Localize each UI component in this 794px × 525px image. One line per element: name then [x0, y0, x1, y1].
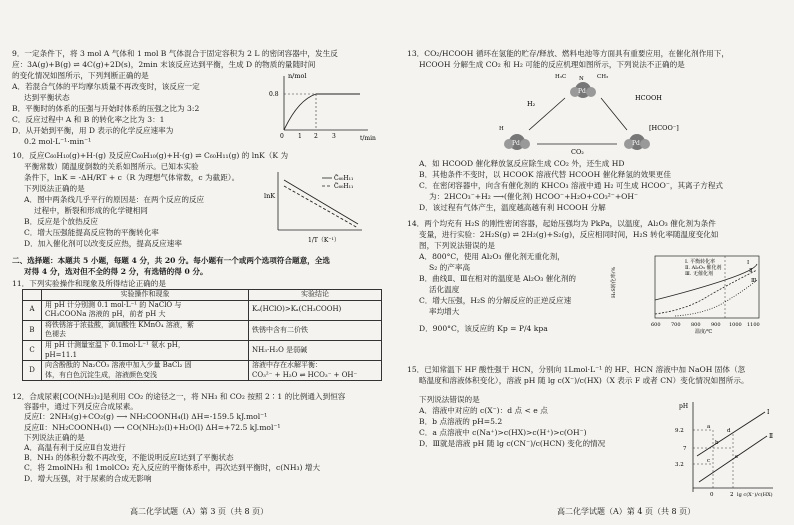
svg-text:CH₃: CH₃: [597, 74, 609, 80]
question-13: [407, 48, 729, 70]
q9-option: 达到平衡状态: [24, 93, 70, 102]
q15-series-label: Ⅱ: [769, 433, 774, 440]
q12-option: A．高温有利于反应Ⅱ自发进行: [24, 443, 126, 453]
question-13-options: [407, 158, 723, 213]
q14-legend: Ⅱ. Al₂O₃ 催化剂: [685, 265, 722, 271]
q14-option: D．900°C，该反应的 Kp = P/4 kpa: [419, 324, 548, 333]
table-header: 实验结论: [249, 290, 382, 301]
q10-option: 过程中，断裂和形成的化学键相同: [34, 206, 148, 215]
q10-option: B．反应是个放热反应: [24, 217, 98, 226]
section-2-header: 二、选择题：本题共 5 小题，每题 4 分，共 20 分。每小题有一个或两个选项符合题意，全选 对得 4 分，选对但不全的得 2 分，有选错的得 0 分。: [12, 256, 330, 276]
q9-stem-line: 的变化情况如图所示，下列判断正确的是: [12, 71, 149, 80]
q13-option: D．该过程有气体产生，温度越高越有利 HCOOH 分解: [419, 203, 606, 212]
q9-option: A．若混合气体的平均摩尔质量不再改变时，该反应一定: [12, 82, 200, 91]
q13-stem-line: 13．CO₂/HCOOH 循环在氢能的贮存/释放、燃料电池等方面具有重要应用，在催化剂作用下，: [407, 49, 729, 58]
hcooh-label: HCOOH: [635, 94, 662, 102]
q15-figure: [669, 398, 787, 500]
q9-xtick: 0: [280, 133, 284, 140]
q15-option: C．a 点溶液中 c(Na⁺)>c(HX)>c(H⁺)>c(OH⁻): [419, 428, 587, 437]
row-operation: 用 pH 计测量室温下 0.1mol·L⁻¹ 氨水 pH， pH=11.1: [42, 340, 249, 360]
table-row: [23, 361, 382, 381]
row-conclusion: Kₐ(HClO)>Kₐ(CH₃COOH): [249, 300, 382, 320]
q13-mechanism-diagram: [477, 72, 687, 156]
q9-xtick: 1: [298, 133, 302, 140]
q15-point-label: d: [727, 428, 731, 434]
pd-catalyst-right: [624, 134, 650, 150]
table-header: 实验操作和现象: [42, 290, 249, 301]
q12-line: 反应Ⅰ：2NH₃(g)+CO₂(g) ⟶ NH₂COONH₄(l) ΔH=-159.5 kJ.mol⁻¹: [24, 412, 268, 422]
svg-text:Pd: Pd: [578, 88, 586, 95]
q14-option: C．增大压强，H₂S 的分解反应的正逆反应速: [419, 296, 572, 305]
q14-stem-line: 图，下列说法错误的是: [419, 241, 495, 250]
row-label: D: [23, 361, 42, 381]
q13-option: B．其他条件不变时，以 HCOOK 溶液代替 HCOOH 催化释氢的效果更佳: [419, 170, 671, 179]
q13-stem-line: HCOOH 分解生成 CO₂ 和 H₂ 可能的反应机理如图所示，下列说法不正确的是: [419, 60, 685, 69]
q9-option: 0.2 mol·L⁻¹·min⁻¹: [24, 137, 92, 146]
row-conclusion: 铁锈中含有二价铁: [249, 320, 382, 340]
row-operation: 将铁锈溶于浓盐酸，滴加酸性 KMnO₄ 溶液，紫 色褪去: [42, 320, 249, 340]
q14-legend: Ⅰ. 平衡转化率: [685, 259, 716, 265]
q15-series-label: Ⅰ: [767, 409, 770, 416]
q10-option: C．增大压强能提高反应物的平衡转化率: [24, 228, 159, 237]
q12-line: 反应Ⅱ：NH₂COONH₄(l) ⟶ CO(NH₂)₂(l)+H₂O(l) ΔH=+72.5 kJ.mol⁻¹: [24, 422, 281, 432]
q9-xtick: 2: [314, 133, 318, 140]
q15-point-label: e: [735, 454, 739, 460]
q9-ylabel: n/mol: [288, 72, 307, 80]
q14-xtick: 700: [671, 322, 681, 328]
q11-stem: 11．下列实验操作和现象及所得结论正确的是: [12, 279, 166, 288]
q10-stem-line: 10．反应C₆₀H₁₀(g)+H·(g) 及反应C₆₀H₁₀(g)+H·(g) ⇌ C₆₀H₁₁(g) 的 lnK（K 为: [12, 151, 289, 160]
row-conclusion: 溶液中存在水解平衡： CO₃²⁻ + H₂O ⇌ HCO₃⁻ + OH⁻: [249, 361, 382, 381]
question-12: [12, 392, 345, 484]
h2-label: H₂: [527, 100, 536, 108]
q10-option: D．加入催化剂可以改变反应热，提高反应速率: [24, 239, 182, 248]
q15-ytick: 7: [683, 446, 687, 452]
q14-legend: Ⅲ. 无催化剂: [685, 271, 714, 277]
question-11: [12, 278, 382, 381]
q14-xtick: 600: [651, 322, 661, 328]
table-header: [23, 290, 42, 301]
q9-option: C．反应过程中 A 和 B 的转化率之比为 3：1: [12, 115, 165, 124]
q15-xtick: 0: [710, 492, 714, 498]
q9-figure: [268, 70, 378, 142]
q10-xlabel: 1/T（K⁻¹）: [308, 237, 340, 244]
q15-ytick: 9.2: [675, 428, 684, 434]
row-operation: 向含酚酞的 Na₂CO₃ 溶液中加入少量 BaCl₂ 固 体，有白色沉淀生成，溶液颜色变浅: [42, 361, 249, 381]
q15-point-label: a: [707, 424, 711, 430]
q15-point-label: b: [715, 440, 719, 446]
q9-stem-line: 9．一定条件下，将 3 mol A 气体和 1 mol B 气体混合于固定容积为 2 L 的密闭容器中，发生反: [12, 49, 338, 58]
svg-text:Pd: Pd: [512, 140, 520, 147]
row-label: A: [23, 300, 42, 320]
q9-option: D．从开始到平衡，用 D 表示的化学反应速率为: [12, 126, 174, 135]
q15-stem-line: 15．已知常温下 HF 酸性强于 HCN，分别向 1Lmol·L⁻¹ 的 HF、HCN 溶液中加 NaOH 固体（忽: [407, 365, 746, 374]
svg-text:Pd: Pd: [632, 140, 640, 147]
q14-xtick: 800: [691, 322, 701, 328]
page-footer: 高二化学试题（A）第 4 页（共 8 页）: [557, 507, 696, 516]
q12-option: C．将 2molNH₃ 和 1molCO₂ 充入反应的平衡体系中，再次达到平衡时，c(NH₃) 增大: [24, 463, 321, 473]
q15-ylabel: pH: [679, 403, 689, 410]
q14-option: A．800°C，使用 Al₂O₃ 催化剂无重化剂，: [419, 252, 565, 261]
q15-option: B．b 点溶液的 pH=5.2: [419, 417, 503, 426]
q14-xtick: 1000: [729, 322, 742, 328]
q12-line: 容器中，通过下列反应合成尿素。: [24, 402, 138, 412]
svg-text:N: N: [579, 76, 584, 82]
row-operation: 用 pH 计分别测 0.1 mol·L⁻¹ 的 NaClO 与 CH₃COONa 溶液的 pH，前者 pH 大: [42, 300, 249, 320]
svg-text:H: H: [499, 126, 504, 132]
row-label: B: [23, 320, 42, 340]
row-conclusion: NH₃·H₂O 是弱碱: [249, 340, 382, 360]
q10-legend: C̈₆₀H₁₁: [334, 183, 354, 190]
q14-series-label: Ⅰ: [747, 260, 750, 266]
row-label: C: [23, 340, 42, 360]
co2-label: CO₂: [571, 148, 584, 156]
q9-xlabel: t/min: [360, 135, 376, 142]
q9-option: B．平衡时的体系的压强与开始时体系的压强之比为 3:2: [12, 104, 200, 113]
q10-legend: C̄₆₀H₁₁: [334, 175, 354, 182]
q12-line: 12．合成尿素[CO(NH₂)₂]是利用 CO₂ 的途径之一，将 NH₃ 和 CO₂ 按照 2∶1 的比例通入到恒容: [12, 392, 346, 401]
q10-figure: [262, 168, 374, 248]
table-row: [23, 300, 382, 320]
q12-option: B．NH₃ 的体积分数不再改变，不能说明反应Ⅰ达到了平衡状态: [24, 453, 234, 463]
q14-series-label: Ⅱ: [749, 268, 753, 274]
q13-option: A．如 HCOOD 催化释放氢反应除生成 CO₂ 外，还生成 HD: [419, 159, 625, 168]
hcoo-label: [HCOO⁻]: [649, 124, 679, 132]
q15-stem-line: 略温度和溶液体积变化），溶液 pH 随 lg c(X⁻)/c(HX)（X 表示 F 或者 CN）变化情况如图所示。: [419, 376, 749, 385]
table-header-row: [23, 290, 382, 301]
q14-xlabel: 温度/℃: [695, 329, 713, 335]
q15-ytick: 3.2: [675, 462, 684, 468]
q15-line: 下列说法错误的是: [419, 395, 480, 404]
question-10: [12, 150, 288, 249]
table-row: [23, 340, 382, 360]
q9-ytick: 0.8: [269, 91, 279, 98]
q14-stem-line: 变量，进行实验：2H₂S(g) ⇌ 2H₂(g)+S₂(g)，反应相同时间，H₂S 转化率随温度变化如: [419, 230, 719, 239]
right-page: [397, 0, 794, 525]
q10-ylabel: lnK: [264, 192, 276, 200]
q11-table: [22, 289, 382, 381]
q15-point-label: c: [707, 458, 711, 464]
q15-option: D．Ⅲ就是溶液 pH 随 lg c(CN⁻)/c(HCN) 变化的情况: [419, 439, 606, 448]
q13-option: C．在密闭容器中，向含有催化剂的 KHCO₃ 溶液中通 H₂ 可生成 HCOO⁻，其离子方程式: [419, 181, 724, 190]
q15-xtick: 2: [730, 492, 734, 498]
q12-option: D．增大压强，对于尿素的合成无影响: [24, 473, 152, 483]
q14-xtick: 900: [711, 322, 721, 328]
q14-series-label: Ⅲ: [751, 278, 757, 284]
page-footer: 高二化学试题（A）第 3 页（共 8 页）: [130, 507, 269, 516]
svg-text:H₃C: H₃C: [555, 74, 567, 80]
q15-xlabel: lg c(X⁻)/c(HX): [737, 492, 773, 498]
q14-ylabel: H₂S转化率/%: [611, 266, 617, 298]
q9-stem-line: 应：3A(g)+B(g) ⇌ 4C(g)+2D(s)，2min 末该反应达到平衡，生成 D 的物质的量随时间: [12, 60, 316, 69]
q14-xtick: 1100: [747, 322, 760, 328]
pd-catalyst-top: [570, 82, 596, 98]
q12-line: 下列说法正确的是: [24, 432, 85, 442]
q10-option: A．图中两条线几乎平行的原因是：在两个反应的反应: [24, 195, 205, 204]
q10-stem-line: 条件下，lnK = -ΔH/RT + c（R 为理想气体常数，c 为截距）。: [24, 173, 240, 182]
q14-option: S₂ 的产率高: [429, 263, 471, 272]
q15-option: A．溶液中对应的 c(X⁻)：d 点 < e 点: [419, 406, 548, 415]
q14-stem-line: 14．两个均充有 H₂S 的刚性密闭容器，起始压强均为 PkPa，以温度，Al₂O₃ 催化剂为条件: [407, 219, 716, 228]
q14-option: B．曲线Ⅱ、Ⅲ在相对的温度是 Al₂O₃ 催化剂的: [419, 274, 577, 283]
q10-stem-line: 平衡常数）随温度倒数的关系如图所示。已知本实验: [24, 162, 199, 171]
q10-stem-line: 下列说法正确的是: [24, 184, 85, 193]
q14-figure: [611, 250, 765, 335]
table-row: [23, 320, 382, 340]
q13-option: 为：2HCO₃⁻+H₂ ⟶(催化剂) HCOO⁻+H₂O+CO₃²⁻+OH⁻: [429, 192, 639, 201]
pd-catalyst-left: [504, 134, 530, 150]
q9-xtick: 3: [332, 133, 336, 140]
q14-option: 活化温度: [429, 285, 460, 294]
q14-option: 率均增大: [429, 307, 460, 316]
